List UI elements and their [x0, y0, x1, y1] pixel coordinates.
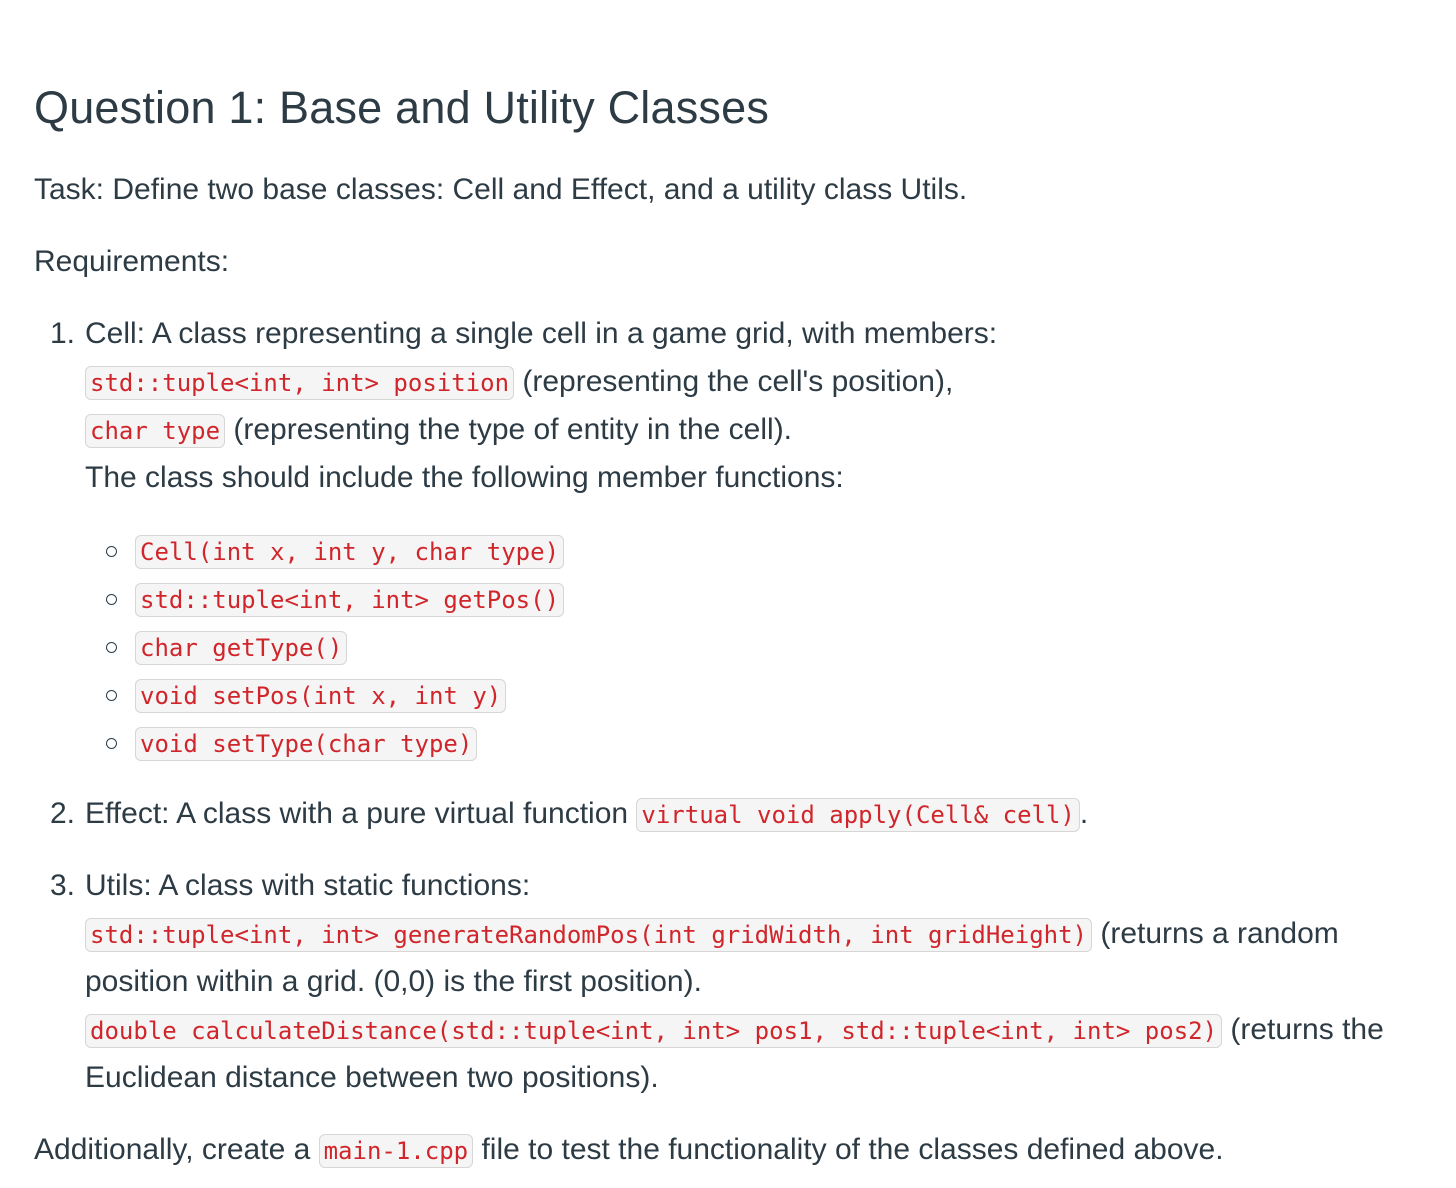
list-item	[135, 628, 347, 672]
effect-text: Effect: A class with a pure virtual function	[85, 797, 637, 830]
utils-func-random-pos-desc-cont: position within a grid. (0,0) is the first position).	[85, 965, 702, 998]
requirements-label: Requirements:	[34, 245, 230, 278]
utils-func-distance-desc: (returns the	[1222, 1013, 1384, 1046]
list-number-3: 3.	[50, 869, 76, 902]
list-item	[135, 676, 506, 720]
cell-member-type	[85, 410, 792, 451]
code-snippet: char type	[85, 414, 225, 448]
code-snippet: std::tuple<int, int> getPos()	[135, 583, 564, 617]
utils-intro: Utils: A class with static functions:	[85, 869, 531, 902]
bullet-icon	[106, 642, 117, 653]
list-number-1: 1.	[50, 317, 76, 350]
code-snippet: void setType(char type)	[135, 727, 477, 761]
code-snippet: char getType()	[135, 631, 347, 665]
cell-member-type-desc: (representing the type of entity in the cell).	[225, 413, 793, 446]
code-snippet: Cell(int x, int y, char type)	[135, 535, 564, 569]
code-snippet: main-1.cpp	[319, 1134, 474, 1168]
code-snippet: virtual void apply(Cell& cell)	[636, 798, 1079, 832]
effect-suffix: .	[1079, 797, 1089, 830]
effect-description	[85, 794, 1088, 835]
utils-func-random-pos-desc: (returns a random	[1092, 917, 1339, 950]
list-item	[135, 532, 564, 576]
list-number-2: 2.	[50, 797, 76, 830]
list-item	[135, 724, 477, 768]
code-snippet: double calculateDistance(std::tuple<int, int> pos1, std::tuple<int, int> pos2)	[85, 1014, 1222, 1048]
page-title: Question 1: Base and Utility Classes	[34, 82, 770, 133]
footer-text-before: Additionally, create a	[34, 1133, 319, 1166]
footer-text-after: file to test the functionality of the classes defined above.	[473, 1133, 1224, 1166]
task-description: Task: Define two base classes: Cell and Effect, and a utility class Utils.	[34, 173, 968, 206]
bullet-icon	[106, 546, 117, 557]
cell-member-position	[85, 362, 953, 403]
utils-func-distance	[85, 1010, 1384, 1051]
footer-note	[34, 1130, 1224, 1171]
code-snippet: std::tuple<int, int> position	[85, 366, 514, 400]
code-snippet: void setPos(int x, int y)	[135, 679, 506, 713]
code-snippet: std::tuple<int, int> generateRandomPos(int gridWidth, int gridHeight)	[85, 918, 1092, 952]
bullet-icon	[106, 738, 117, 749]
cell-intro: Cell: A class representing a single cell in a game grid, with members:	[85, 317, 998, 350]
bullet-icon	[106, 690, 117, 701]
utils-func-distance-desc-cont: Euclidean distance between two positions).	[85, 1061, 659, 1094]
cell-member-position-desc: (representing the cell's position),	[514, 365, 954, 398]
utils-func-random-pos	[85, 914, 1339, 955]
cell-functions-intro: The class should include the following member functions:	[85, 461, 844, 494]
bullet-icon	[106, 594, 117, 605]
list-item	[135, 580, 564, 624]
